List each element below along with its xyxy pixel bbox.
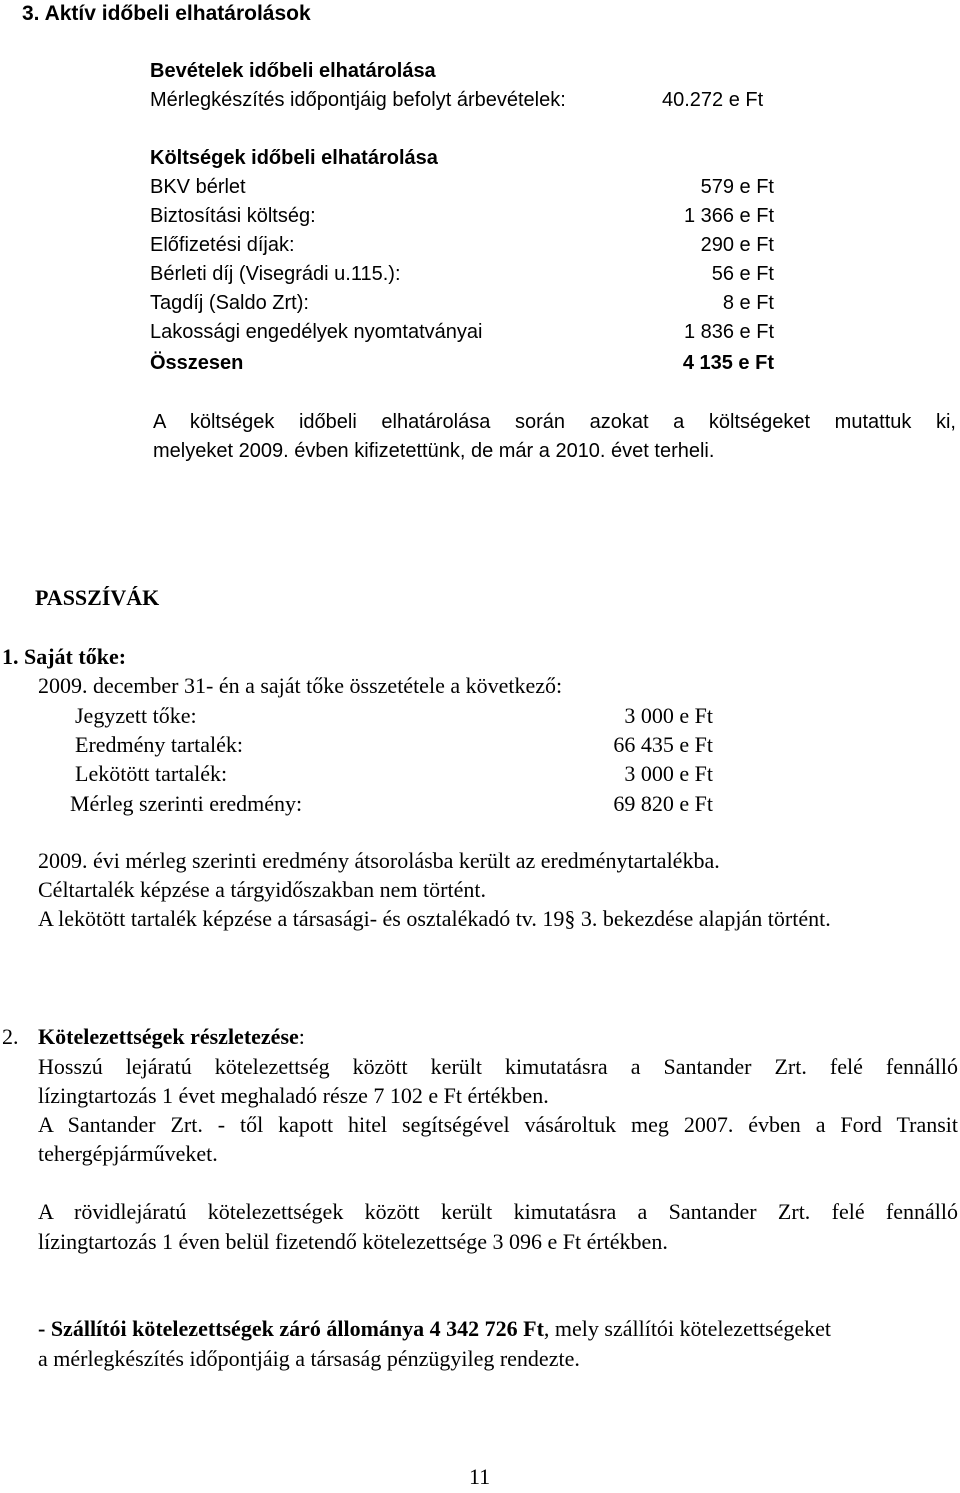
equity-row-label: Jegyzett tőke: xyxy=(75,703,197,728)
equity-intro: 2009. december 31- én a saját tőke összetétele a következő: xyxy=(38,673,563,698)
supplier-liabilities-bold: - Szállítói kötelezettségek záró állománya 4 342 726 Ft xyxy=(38,1316,544,1341)
cost-item-label: BKV bérlet xyxy=(150,176,246,198)
supplier-liabilities-line2: a mérlegkészítés időpontjáig a társaság pénzügyileg rendezte. xyxy=(38,1346,580,1371)
cost-item-label: Előfizetési díjak: xyxy=(150,234,295,256)
total-label: Összesen xyxy=(150,352,244,374)
cost-item-value: 1 366 e Ft xyxy=(683,205,774,227)
equity-note: Céltartalék képzése a tárgyidőszakban nem történt. xyxy=(38,877,486,902)
liabilities-number: 2. xyxy=(2,1024,19,1049)
liabilities-paragraph-line: lízingtartozás 1 évet meghaladó része 7 102 e Ft értékben. xyxy=(38,1083,549,1108)
section-heading: 3. Aktív időbeli elhatárolások xyxy=(22,2,311,25)
cost-item-label: Biztosítási költség: xyxy=(150,205,316,227)
cost-note-line: melyeket 2009. évben kifizetettünk, de már a 2010. évet terheli. xyxy=(153,440,715,462)
equity-row-value: 3 000 e Ft xyxy=(624,761,713,786)
equity-note: A lekötött tartalék képzése a társasági- és osztalékadó tv. 19§ 3. bekezdése alapján történt. xyxy=(38,906,831,931)
cost-title: Költségek időbeli elhatárolása xyxy=(150,147,438,169)
liabilities-paragraph-line: tehergépjárműveket. xyxy=(38,1141,218,1166)
cost-item-label: Tagdíj (Saldo Zrt): xyxy=(150,292,309,314)
equity-row-label: Mérleg szerinti eredmény: xyxy=(70,791,303,816)
liabilities-heading-wrap xyxy=(38,1024,305,1050)
liabilities-heading-colon: : xyxy=(298,1024,305,1049)
total-value: 4 135 e Ft xyxy=(682,352,774,374)
equity-row-value: 69 820 e Ft xyxy=(613,791,713,816)
cost-item-value: 8 e Ft xyxy=(722,292,774,314)
cost-item-label: Bérleti díj (Visegrádi u.115.): xyxy=(150,263,401,285)
equity-heading: 1. Saját tőke: xyxy=(2,644,127,669)
cost-note-line: A költségek időbeli elhatárolása során azokat a költségeket mutattuk ki, xyxy=(153,411,956,433)
equity-row-label: Eredmény tartalék: xyxy=(75,732,243,757)
revenue-label: Mérlegkészítés időpontjáig befolyt árbevételek: xyxy=(150,89,566,111)
equity-note: 2009. évi mérleg szerinti eredmény átsorolásba került az eredménytartalékba. xyxy=(38,848,720,873)
page-number: 11 xyxy=(469,1464,491,1489)
revenue-value: 40.272 e Ft xyxy=(662,89,764,111)
cost-item-value: 290 e Ft xyxy=(700,234,774,256)
passives-heading: PASSZÍVÁK xyxy=(35,585,160,610)
cost-item-value: 579 e Ft xyxy=(700,176,774,198)
cost-item-value: 56 e Ft xyxy=(711,263,774,285)
equity-row-value: 3 000 e Ft xyxy=(624,703,713,728)
liabilities-paragraph-line: A rövidlejáratú kötelezettségek között került kimutatásra a Santander Zrt. felé fennálló xyxy=(38,1199,958,1224)
equity-row-value: 66 435 e Ft xyxy=(613,732,713,757)
equity-row-label: Lekötött tartalék: xyxy=(75,761,228,786)
cost-item-value: 1 836 e Ft xyxy=(683,321,774,343)
liabilities-heading: Kötelezettségek részletezése xyxy=(38,1024,299,1049)
cost-item-label: Lakossági engedélyek nyomtatványai xyxy=(150,321,483,343)
liabilities-paragraph-line: A Santander Zrt. - től kapott hitel segítségével vásároltuk meg 2007. évben a Ford Transit xyxy=(38,1112,958,1137)
supplier-liabilities-rest: , mely szállítói kötelezettségeket xyxy=(543,1316,832,1341)
revenue-title: Bevételek időbeli elhatárolása xyxy=(150,60,436,82)
supplier-liabilities-line xyxy=(38,1316,831,1342)
liabilities-paragraph-line: lízingtartozás 1 éven belül fizetendő kötelezettsége 3 096 e Ft értékben. xyxy=(38,1229,668,1254)
liabilities-paragraph-line: Hosszú lejáratú kötelezettség között került kimutatásra a Santander Zrt. felé fennálló xyxy=(38,1054,958,1079)
